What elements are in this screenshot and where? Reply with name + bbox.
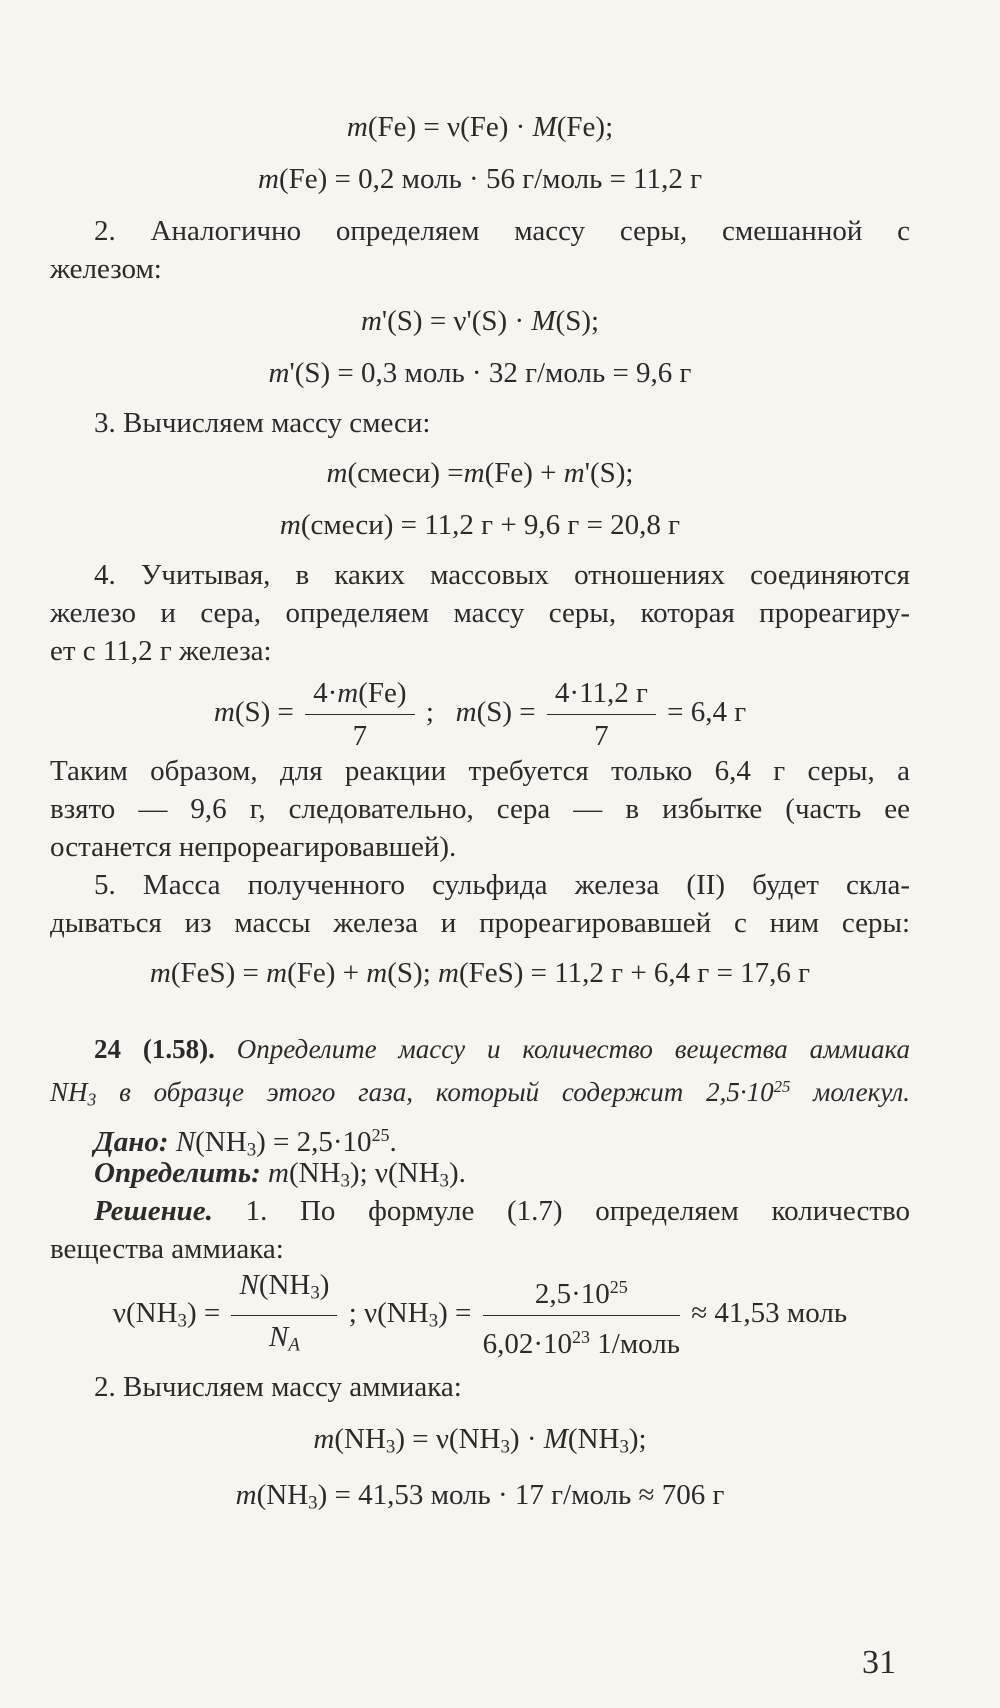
eq-symbol: m bbox=[438, 957, 459, 989]
fraction-numerator bbox=[483, 1270, 680, 1316]
step4-line2: железо и сера, определяем массу серы, которая прореагиру- bbox=[50, 597, 910, 629]
eq-symbol: m bbox=[149, 957, 171, 989]
eq-text: ) = bbox=[186, 1297, 221, 1329]
eq-text: (Fe) + bbox=[484, 457, 564, 489]
subscript: 3 bbox=[500, 1436, 510, 1458]
task-text: молекул. bbox=[790, 1077, 910, 1108]
subscript: 3 bbox=[385, 1436, 396, 1458]
eq-text: (S) = bbox=[234, 696, 294, 728]
find-label: Определить: bbox=[94, 1157, 261, 1189]
eq-symbol: N bbox=[175, 1125, 196, 1158]
eq-text: (Fe); bbox=[556, 111, 614, 143]
equation-fe-formula bbox=[50, 108, 910, 146]
nu-equation-row bbox=[50, 1268, 910, 1358]
equation-mix-calc bbox=[50, 506, 910, 544]
fraction-denominator bbox=[231, 1316, 337, 1363]
subscript: 3 bbox=[340, 1170, 350, 1192]
task-24-line1 bbox=[50, 1030, 910, 1068]
fraction bbox=[231, 1268, 337, 1362]
eq-text: '(S) = ν'(S) · bbox=[381, 305, 532, 337]
eq-text: ). bbox=[448, 1157, 466, 1189]
step2-line2: железом: bbox=[50, 253, 162, 285]
conclusion-line1: Таким образом, для реакции требуется только 6,4 г серы, а bbox=[50, 755, 910, 787]
page-number: 31 bbox=[862, 1644, 896, 1681]
equation-s-formula bbox=[50, 302, 910, 340]
eq-text: ); bbox=[628, 1423, 647, 1455]
eq-text: ) = 41,53 моль · 17 г/моль ≈ 706 г bbox=[317, 1479, 725, 1511]
eq-symbol: m bbox=[326, 457, 348, 489]
eq-text: (NH bbox=[256, 1479, 309, 1511]
eq-text: 2,5·10 bbox=[534, 1277, 610, 1310]
eq-symbol: M bbox=[531, 305, 556, 337]
eq-text: (S); bbox=[555, 305, 600, 337]
eq-text: '(S) = 0,3 моль · 32 г/моль = 9,6 г bbox=[289, 357, 692, 389]
eq-text: (FeS) = bbox=[170, 957, 267, 989]
eq-text: ) · bbox=[509, 1423, 544, 1455]
solution-label: Решение. bbox=[94, 1195, 213, 1227]
equation-fe-calc bbox=[50, 160, 910, 198]
fraction-numerator bbox=[231, 1268, 337, 1316]
eq-text: (NH bbox=[195, 1125, 247, 1158]
eq-text: (NH bbox=[334, 1423, 386, 1455]
eq-text: (смеси) = 11,2 г + 9,6 г = 20,8 г bbox=[300, 509, 681, 541]
fraction bbox=[305, 676, 414, 753]
superscript: 23 bbox=[572, 1326, 591, 1347]
equation-s-calc bbox=[50, 354, 910, 392]
eq-text: (Fe) = ν(Fe) · bbox=[367, 111, 533, 143]
eq-text: ν(NH bbox=[364, 1297, 429, 1329]
fraction-denominator: 7 bbox=[352, 719, 368, 752]
eq-symbol: m bbox=[346, 111, 368, 143]
equation-nh3-calc bbox=[50, 1476, 910, 1523]
eq-text: (S) = bbox=[476, 696, 536, 728]
step3-line: 3. Вычисляем массу смеси: bbox=[94, 407, 431, 439]
eq-text: (Fe) + bbox=[287, 957, 367, 989]
given-label: Дано: bbox=[94, 1125, 169, 1158]
solution-text: 1. По формуле (1.7) определяем количество bbox=[212, 1195, 910, 1227]
eq-text: = 6,4 г bbox=[667, 696, 747, 728]
eq-symbol: m bbox=[213, 696, 235, 728]
subscript: 3 bbox=[177, 1310, 187, 1332]
eq-text: (NH bbox=[567, 1423, 620, 1455]
subscript: A bbox=[288, 1334, 300, 1356]
step5-line2: дываться из массы железа и прореагировавшей с ним серы: bbox=[50, 907, 910, 939]
eq-text: . bbox=[389, 1125, 397, 1158]
subscript: 3 bbox=[246, 1139, 257, 1161]
fraction-equation-row bbox=[50, 672, 910, 752]
subscript: 3 bbox=[310, 1282, 320, 1304]
eq-text: (S); bbox=[387, 957, 438, 989]
step4-line1: 4. Учитывая, в каких массовых отношениях соединяются bbox=[94, 559, 910, 591]
fraction-denominator: 7 bbox=[594, 719, 609, 752]
fraction-denominator bbox=[483, 1316, 680, 1361]
eq-text: 6,02·10 bbox=[482, 1327, 573, 1360]
solution-line2: вещества аммиака: bbox=[50, 1233, 284, 1265]
eq-symbol: m bbox=[279, 509, 301, 541]
eq-text: ) bbox=[319, 1269, 330, 1302]
task-24-line2 bbox=[50, 1068, 910, 1119]
superscript: 25 bbox=[609, 1276, 628, 1297]
eq-symbol: N bbox=[239, 1269, 259, 1302]
conclusion-line3: останется непрореагировавшей). bbox=[50, 831, 457, 863]
eq-separator: ; bbox=[425, 696, 434, 728]
subscript: 3 bbox=[439, 1170, 449, 1192]
eq-text: ) = ν(NH bbox=[395, 1423, 501, 1455]
subscript: 3 bbox=[87, 1089, 97, 1110]
eq-text: (FeS) = 11,2 г + 6,4 г = 17,6 г bbox=[458, 957, 811, 989]
task-text: Определите массу и количество вещества аммиака bbox=[236, 1034, 911, 1064]
eq-text: 4· bbox=[313, 676, 338, 709]
eq-text: ); ν(NH bbox=[349, 1157, 440, 1189]
superscript: 25 bbox=[773, 1077, 791, 1096]
step4-line3: ет с 11,2 г железа: bbox=[50, 635, 272, 667]
eq-separator: ; bbox=[348, 1297, 357, 1329]
eq-text: (смеси) = bbox=[347, 457, 464, 489]
task-number: 24 (1.58). bbox=[94, 1034, 215, 1064]
eq-symbol: m bbox=[258, 163, 279, 195]
task-text: в образце этого газа, который содержит 2,5·10 bbox=[96, 1077, 774, 1108]
eq-symbol: m bbox=[235, 1479, 257, 1511]
eq-text: '(S); bbox=[584, 457, 634, 489]
eq-symbol: M bbox=[532, 111, 557, 143]
eq-text: ) = 2,5·10 bbox=[256, 1125, 372, 1158]
eq-symbol: M bbox=[543, 1423, 568, 1455]
eq-text: ν(NH bbox=[112, 1297, 178, 1329]
step2b-line: 2. Вычисляем массу аммиака: bbox=[94, 1371, 462, 1403]
eq-symbol: m bbox=[266, 957, 288, 989]
eq-symbol: m bbox=[268, 1157, 289, 1189]
eq-symbol: m bbox=[455, 696, 477, 728]
eq-symbol: m bbox=[268, 357, 290, 389]
eq-text: (Fe) bbox=[358, 676, 407, 709]
equation-mix-formula bbox=[50, 454, 910, 492]
step2-line1: 2. Аналогично определяем массу серы, смешанной с bbox=[94, 215, 910, 247]
fraction bbox=[547, 676, 656, 753]
fraction bbox=[483, 1270, 680, 1361]
superscript: 25 bbox=[371, 1125, 390, 1145]
conclusion-line2: взято — 9,6 г, следовательно, сера — в избытке (часть ее bbox=[50, 793, 910, 825]
eq-symbol: m bbox=[360, 305, 382, 337]
task-text: NH bbox=[50, 1077, 88, 1108]
eq-text: 1/моль bbox=[590, 1327, 680, 1360]
subscript: 3 bbox=[619, 1436, 629, 1458]
eq-symbol: m bbox=[313, 1423, 335, 1455]
fraction-numerator: 4·11,2 г bbox=[547, 676, 656, 715]
eq-text: (Fe) = 0,2 моль · 56 г/моль = 11,2 г bbox=[278, 163, 702, 195]
eq-symbol: N bbox=[269, 1320, 289, 1353]
equation-fes bbox=[50, 954, 910, 992]
eq-text: ) = bbox=[438, 1297, 472, 1329]
step5-line1: 5. Масса полученного сульфида железа (II) будет скла- bbox=[94, 869, 910, 901]
eq-symbol: m bbox=[463, 457, 485, 489]
equation-nh3-formula bbox=[50, 1420, 910, 1467]
solution-line1 bbox=[50, 1192, 910, 1230]
eq-symbol: m bbox=[563, 457, 585, 489]
subscript: 3 bbox=[308, 1492, 318, 1514]
eq-text: (NH bbox=[288, 1157, 341, 1189]
eq-symbol: m bbox=[337, 676, 359, 709]
fraction-numerator bbox=[305, 676, 414, 715]
eq-text: (NH bbox=[258, 1269, 311, 1302]
eq-symbol: m bbox=[366, 957, 388, 989]
subscript: 3 bbox=[428, 1310, 439, 1332]
eq-text: ≈ 41,53 моль bbox=[691, 1297, 848, 1329]
